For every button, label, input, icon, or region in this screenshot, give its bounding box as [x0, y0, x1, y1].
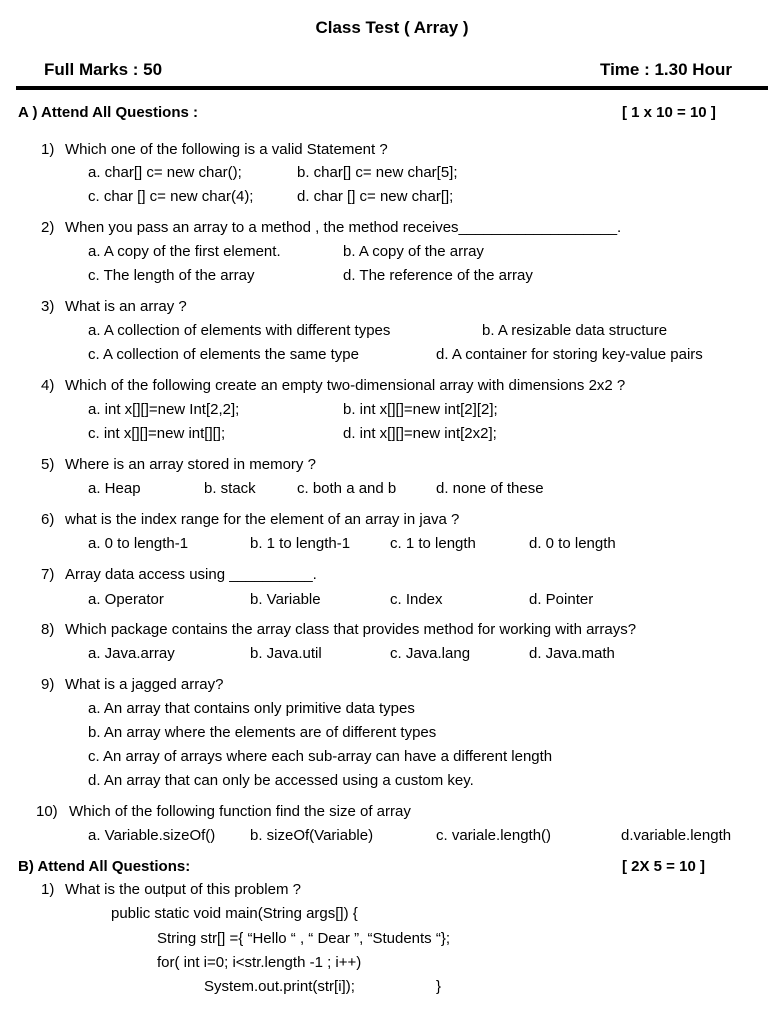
option-d: d. none of these — [436, 480, 544, 497]
option-b: b. stack — [204, 480, 256, 497]
option-c: c. The length of the array — [88, 267, 255, 284]
question-number: 2) — [41, 219, 55, 236]
option-b: b. A resizable data structure — [482, 322, 668, 339]
question-number: 1) — [41, 141, 55, 158]
code-line: String str[] ={ “Hello “ , “ Dear ”, “Students “}; — [157, 930, 451, 947]
question-text: What is the output of this problem ? — [65, 881, 301, 898]
option-a: a. int x[][]=new Int[2,2]; — [88, 401, 240, 418]
question-number: 4) — [41, 377, 55, 394]
question-text: Which of the following create an empty two-dimensional array with dimensions 2x2 ? — [65, 377, 626, 394]
section-b-heading: B) Attend All Questions: — [18, 858, 191, 875]
question-number: 1) — [41, 881, 55, 898]
option-c: c. An array of arrays where each sub-array can have a different length — [88, 748, 553, 765]
option-a: a. Heap — [88, 480, 141, 497]
section-b-marks: [ 2X 5 = 10 ] — [622, 858, 705, 875]
option-c: c. both a and b — [297, 480, 397, 497]
option-a: a. An array that contains only primitive data types — [88, 700, 415, 717]
time-allowed: Time : 1.30 Hour — [600, 60, 732, 79]
question-text: Array data access using __________. — [65, 566, 317, 583]
question-text: What is an array ? — [65, 298, 187, 315]
option-a: a. A collection of elements with different types — [88, 322, 391, 339]
option-a: a. Operator — [88, 591, 164, 608]
section-a-heading: A ) Attend All Questions : — [18, 104, 198, 121]
question-text: Which one of the following is a valid Statement ? — [65, 141, 388, 158]
option-c: c. 1 to length — [390, 535, 476, 552]
option-d: d. An array that can only be accessed using a custom key. — [88, 772, 474, 789]
question-number: 7) — [41, 566, 55, 583]
option-d: d. 0 to length — [529, 535, 616, 552]
option-c: c. Java.lang — [390, 645, 471, 662]
question-text: Which of the following function find the size of array — [69, 803, 411, 820]
question-number: 3) — [41, 298, 55, 315]
question-text: What is a jagged array? — [65, 676, 224, 693]
code-line: for( int i=0; i<str.length -1 ; i++) — [157, 954, 362, 971]
page-title: Class Test ( Array ) — [315, 18, 469, 37]
option-d: d. A container for storing key-value pairs — [436, 346, 703, 363]
question-text: Where is an array stored in memory ? — [65, 456, 316, 473]
code-line: public static void main(String args[]) { — [111, 905, 358, 922]
option-b: b. Java.util — [250, 645, 322, 662]
question-number: 5) — [41, 456, 55, 473]
option-b: b. int x[][]=new int[2][2]; — [343, 401, 498, 418]
option-a: a. A copy of the first element. — [88, 243, 281, 260]
question-text: When you pass an array to a method , the method receives___________________. — [65, 219, 622, 236]
header-divider — [16, 86, 768, 90]
option-d: d. Java.math — [529, 645, 615, 662]
option-d: d. char [] c= new char[]; — [297, 188, 454, 205]
option-a: a. Variable.sizeOf() — [88, 827, 216, 844]
option-c: c. int x[][]=new int[][]; — [88, 425, 226, 442]
option-b: b. An array where the elements are of different types — [88, 724, 437, 741]
option-a: a. char[] c= new char(); — [88, 164, 242, 181]
question-text: Which package contains the array class that provides method for working with arrays? — [65, 621, 637, 638]
option-b: b. A copy of the array — [343, 243, 484, 260]
option-d: d. The reference of the array — [343, 267, 533, 284]
option-c: c. variale.length() — [436, 827, 552, 844]
option-c: c. char [] c= new char(4); — [88, 188, 254, 205]
option-c: c. A collection of elements the same type — [88, 346, 359, 363]
option-b: b. 1 to length-1 — [250, 535, 351, 552]
question-text: what is the index range for the element of an array in java ? — [65, 511, 460, 528]
option-d: d. Pointer — [529, 591, 594, 608]
option-d: d. int x[][]=new int[2x2]; — [343, 425, 497, 442]
question-number: 6) — [41, 511, 55, 528]
code-line: } — [436, 978, 442, 995]
option-d: d.variable.length — [621, 827, 732, 844]
question-number: 10) — [36, 803, 58, 820]
section-a-marks: [ 1 x 10 = 10 ] — [622, 104, 716, 121]
option-b: b. char[] c= new char[5]; — [297, 164, 458, 181]
option-a: a. Java.array — [88, 645, 175, 662]
option-c: c. Index — [390, 591, 443, 608]
full-marks: Full Marks : 50 — [44, 60, 163, 79]
option-b: b. sizeOf(Variable) — [250, 827, 374, 844]
question-number: 9) — [41, 676, 55, 693]
code-line: System.out.print(str[i]); — [204, 978, 355, 995]
option-b: b. Variable — [250, 591, 321, 608]
option-a: a. 0 to length-1 — [88, 535, 189, 552]
question-number: 8) — [41, 621, 55, 638]
